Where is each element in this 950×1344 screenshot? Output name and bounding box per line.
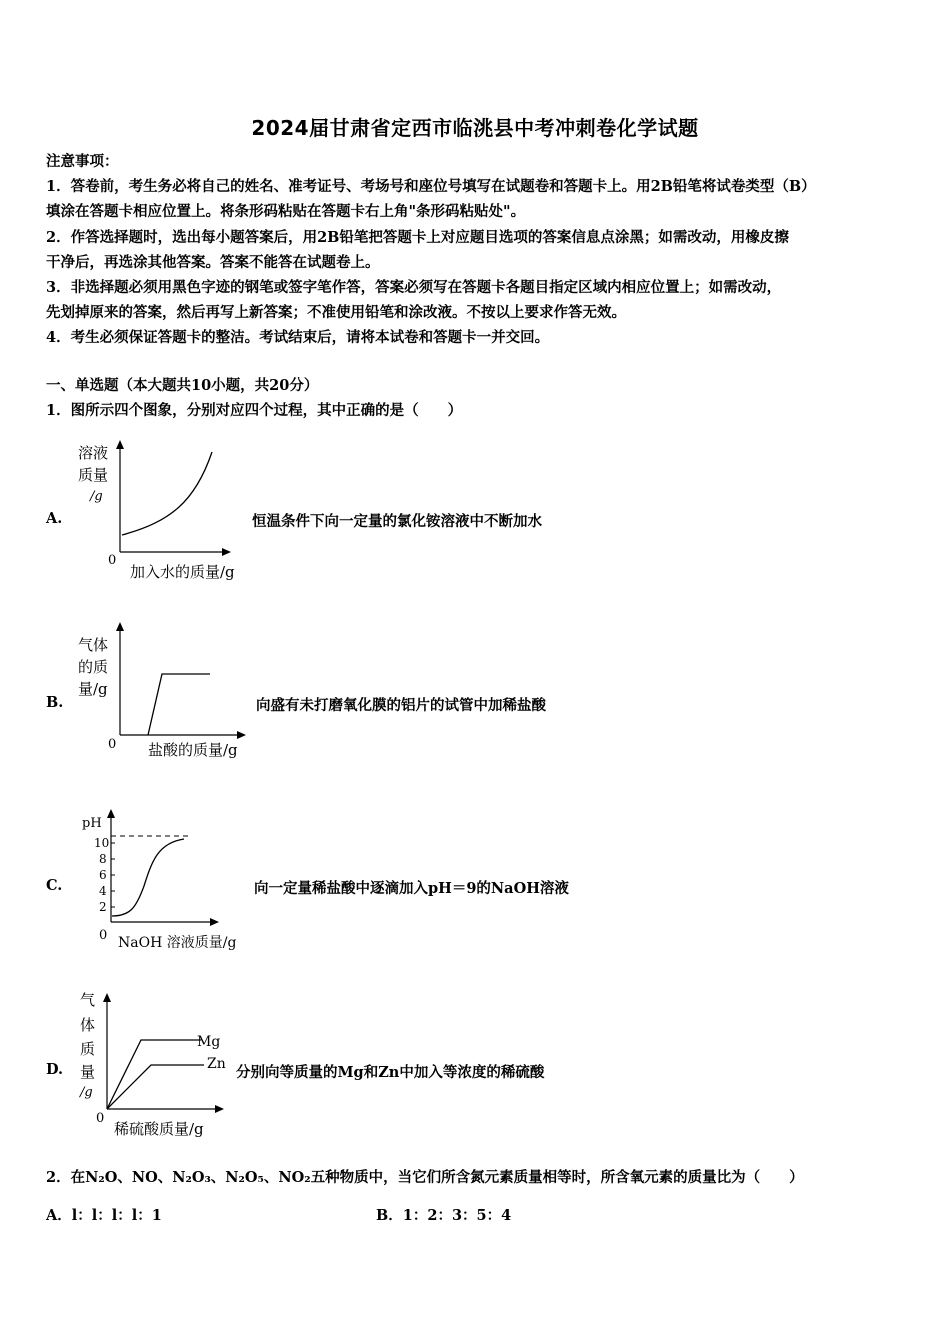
option-text-b: 向盛有未打磨氧化膜的铝片的试管中加稀盐酸 [256,697,546,714]
tick-label: 6 [99,868,107,882]
x-axis-label: 盐酸的质量/g [148,741,238,759]
y-axis-label: 体 [80,1016,96,1034]
notice-line: 1．答卷前，考生务必将自己的姓名、准考证号、考场号和座位号填写在试题卷和答题卡上。用2B铅笔将试卷类型（B） [46,178,816,195]
series-line [107,1040,201,1109]
notice-line: 2．作答选择题时，选出每小题答案后，用2B铅笔把答题卡上对应题目选项的答案信息点涂黑；如需改动，用橡皮擦 [46,229,789,246]
origin-label: 0 [99,928,108,943]
y-axis-arrow [116,622,124,631]
tick-label: 10 [94,836,110,850]
answer-text: l：l：l：l：1 [71,1207,162,1224]
option-text-a: 恒温条件下向一定量的氯化铵溶液中不断加水 [252,513,542,530]
answer-option-b [376,1204,511,1225]
notice-line: 干净后，再选涂其他答案。答案不能答在试题卷上。 [46,254,380,271]
y-axis-label: 质量 [78,466,109,484]
section-heading: 一、单选题（本大题共10小题，共20分） [46,377,319,394]
answer-text: 1：2：3：5：4 [402,1207,512,1224]
x-axis-arrow [237,731,246,739]
option-label-c: C. [46,877,63,894]
option-text-d: 分别向等质量的Mg和Zn中加入等浓度的稀硫酸 [236,1064,545,1081]
tick-label: 8 [99,852,107,866]
y-axis-label: 气 [80,991,96,1009]
notice-line: 4．考生必须保证答题卡的整洁。考试结束后，请将本试卷和答题卡一并交回。 [46,329,550,346]
answer-label: B． [376,1207,403,1224]
option-label-b: B. [46,694,64,711]
curve [122,452,212,535]
graph-b [70,622,260,767]
option-label-d: D. [46,1061,64,1078]
option-label-a: A. [46,510,63,527]
series-line [107,1065,204,1109]
series-label: Zn [207,1056,226,1072]
page-title: 2024届甘肃省定西市临洮县中考冲刺卷化学试题 [251,116,699,140]
question-stem: 2．在N₂O、NO、N₂O₃、N₂O₅、NO₂五种物质中，当它们所含氮元素质量相等时，所含氧元素的质量比为（ ） [46,1169,804,1186]
y-axis-label: 量/g [78,680,108,698]
x-axis-arrow [210,918,219,926]
tick-label: 2 [99,900,107,914]
option-text-c: 向一定量稀盐酸中逐滴加入pH＝9的NaOH溶液 [254,880,569,897]
y-axis-arrow [103,993,111,1002]
x-axis-label: 加入水的质量/g [130,563,235,581]
y-axis-label: /g [90,489,103,504]
graph-c [78,806,258,951]
y-axis-label: pH [82,816,102,831]
y-axis-label: 溶液 [78,444,109,462]
notice-heading: 注意事项： [46,153,119,170]
origin-label: 0 [96,1111,105,1126]
notice-line: 填涂在答题卡相应位置上。将条形码粘贴在答题卡右上角"条形码粘贴处"。 [46,203,526,220]
y-axis-label: 的质 [78,658,109,676]
answer-label: A． [46,1207,72,1224]
x-axis-arrow [215,1105,224,1113]
y-axis-label: 气体 [78,636,109,654]
x-axis-arrow [222,548,231,556]
y-axis-arrow [107,809,115,818]
question-stem: 1．图所示四个图象，分别对应四个过程，其中正确的是（ ） [46,402,463,419]
origin-label: 0 [108,553,117,568]
curve [148,674,210,735]
graph-a [70,440,260,585]
notice-line: 先划掉原来的答案，然后再写上新答案；不准使用铅笔和涂改液。不按以上要求作答无效。 [46,304,626,321]
x-axis-label: 稀硫酸质量/g [114,1120,204,1138]
tick-label: 4 [99,884,107,898]
graph-d [76,988,238,1138]
series-label: Mg [197,1034,221,1050]
y-axis-label: 量 [80,1063,96,1081]
y-axis-label: /g [80,1085,93,1100]
notice-line: 3．非选择题必须用黑色字迹的钢笔或签字笔作答，答案必须写在答题卡各题目指定区域内相应位置上；如需改动， [46,279,782,296]
x-axis-label: NaOH 溶液质量/g [118,935,237,951]
curve [112,839,184,916]
y-axis-label: 质 [80,1040,96,1058]
origin-label: 0 [108,737,117,752]
answer-option-a [46,1204,162,1225]
y-axis-arrow [116,440,124,449]
